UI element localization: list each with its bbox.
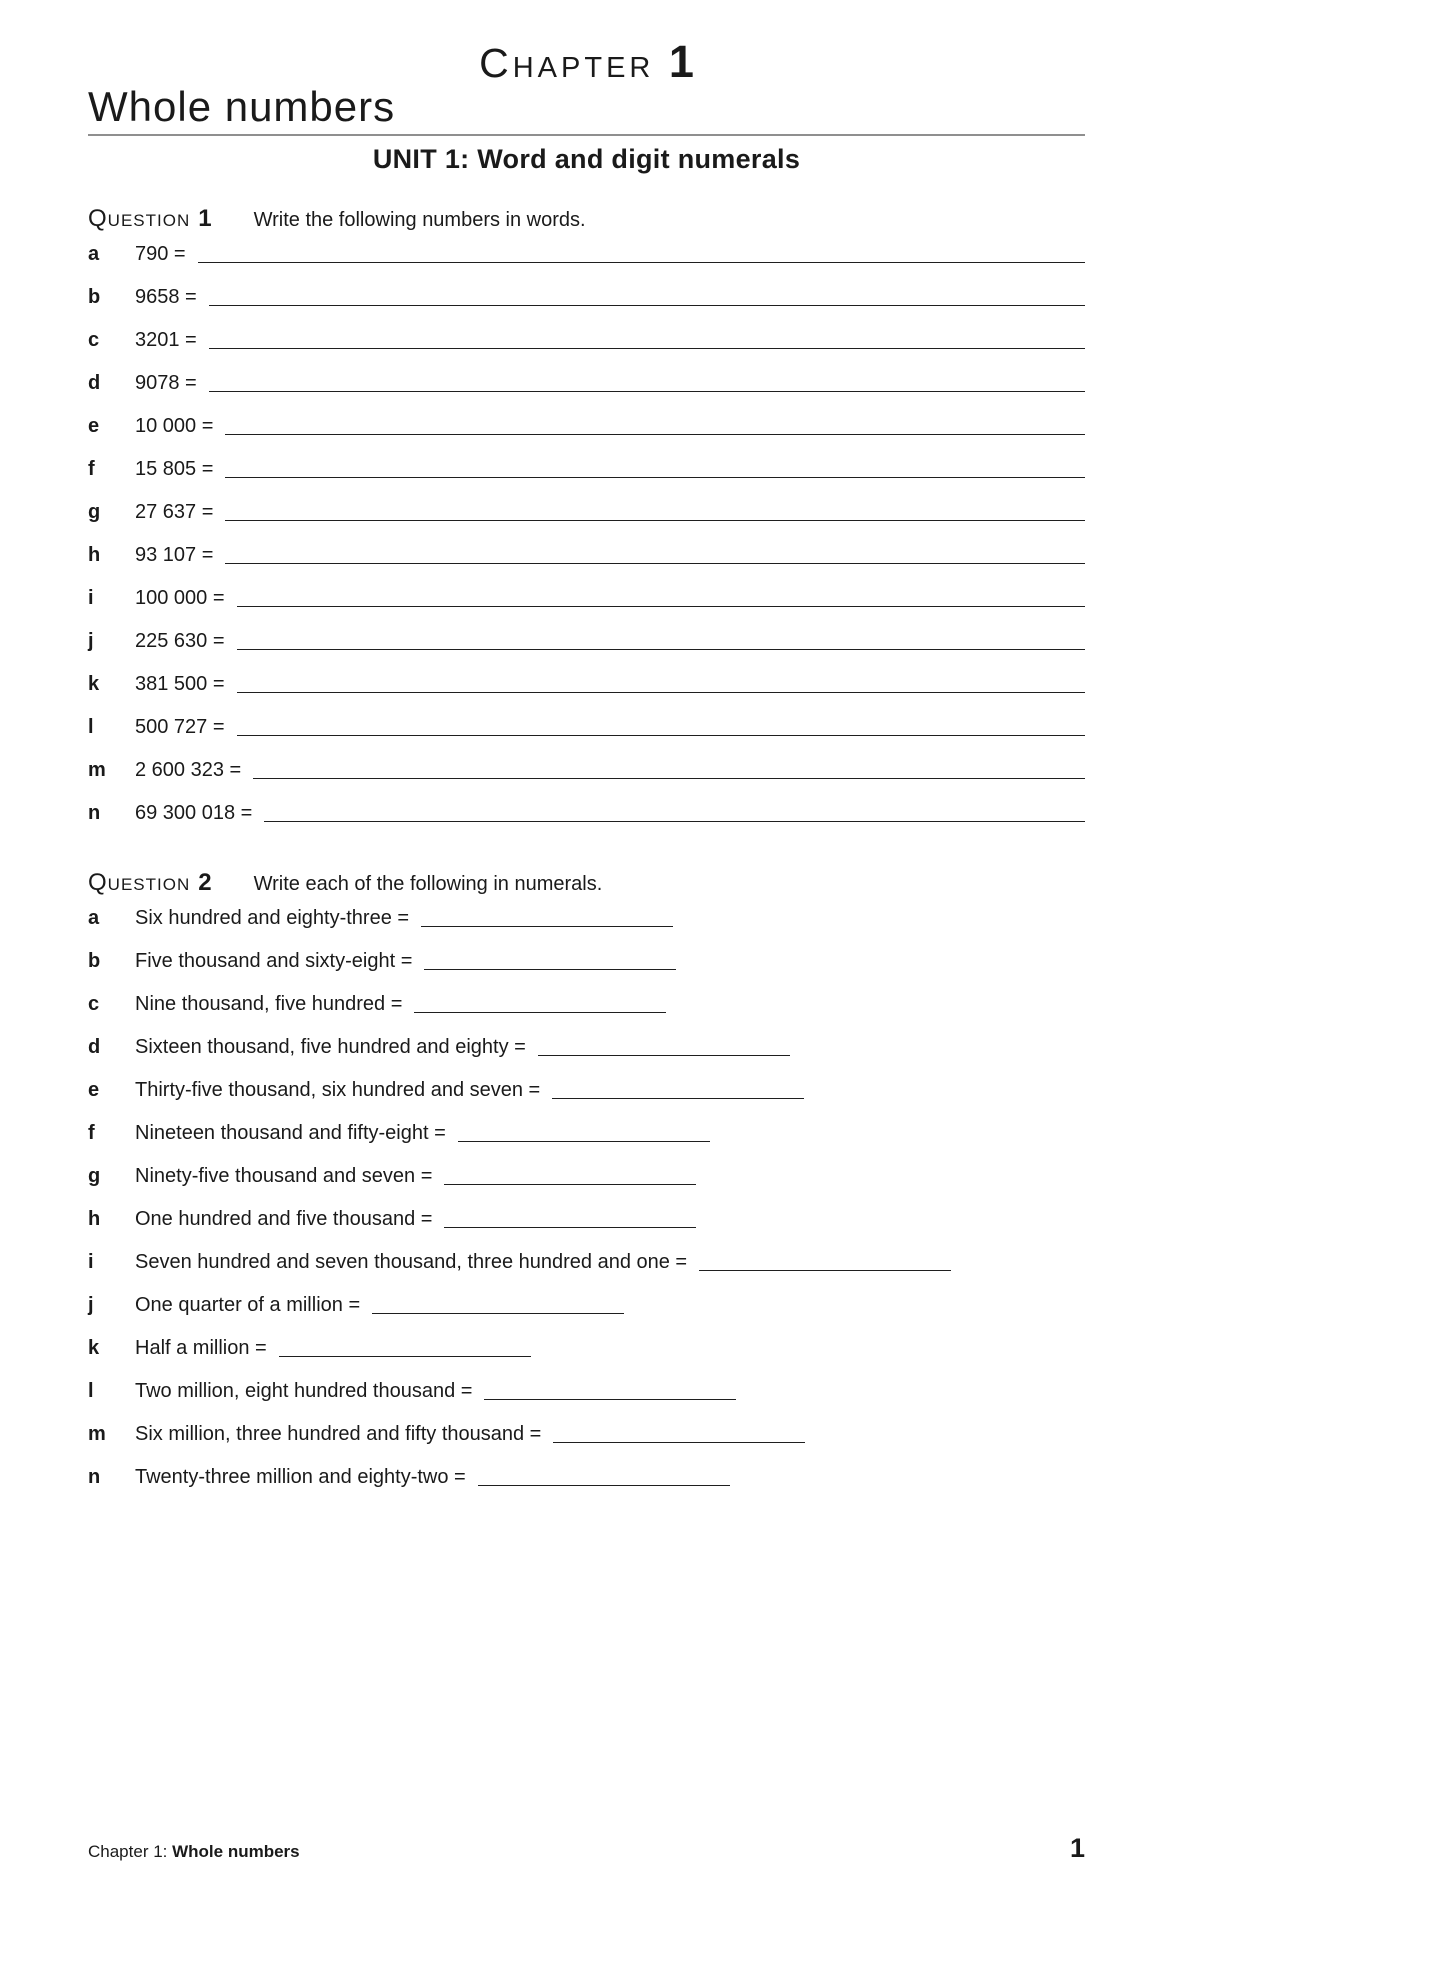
item-letter: k: [88, 1337, 100, 1359]
item-letter: g: [88, 1165, 101, 1187]
item-letter: h: [88, 1208, 101, 1230]
item-text: One hundred and five thousand =: [135, 1208, 433, 1230]
question2-header: [88, 869, 1085, 897]
answer-line: [264, 818, 1085, 822]
item-letter: l: [88, 716, 94, 738]
item-number: 9658 =: [135, 286, 197, 308]
q1-item-row: [88, 372, 1085, 415]
item-text: Two million, eight hundred thousand =: [135, 1380, 473, 1402]
answer-line: [699, 1267, 951, 1271]
q2-item-row: [88, 1423, 1085, 1466]
item-letter: d: [88, 372, 101, 394]
q1-item-row: [88, 243, 1085, 286]
q2-item-row: [88, 1079, 1085, 1122]
answer-line: [421, 923, 673, 927]
item-number: 10 000 =: [135, 415, 214, 437]
answer-line: [225, 517, 1085, 521]
q1-item-row: [88, 716, 1085, 759]
answer-line: [225, 431, 1085, 435]
item-number: 69 300 018 =: [135, 802, 253, 824]
q2-item-row: [88, 1208, 1085, 1251]
question-instruction: Write each of the following in numerals.: [253, 873, 603, 895]
answer-line: [237, 732, 1085, 736]
question-number: 2: [198, 869, 212, 896]
item-text: One quarter of a million =: [135, 1294, 361, 1316]
answer-line: [253, 775, 1085, 779]
answer-line: [279, 1353, 531, 1357]
answer-line: [458, 1138, 710, 1142]
page-content: [88, 36, 1085, 1509]
question-instruction: Write the following numbers in words.: [253, 209, 586, 231]
q1-item-row: [88, 759, 1085, 802]
question-number: 1: [198, 205, 212, 232]
q1-item-row: [88, 286, 1085, 329]
q1-item-row: [88, 630, 1085, 673]
item-letter: j: [88, 630, 94, 652]
chapter-label: Chapter: [479, 40, 655, 86]
item-letter: a: [88, 907, 100, 929]
footer-chapter-ref: [88, 1842, 300, 1862]
page-footer: [88, 1833, 1085, 1864]
answer-line: [478, 1482, 730, 1486]
q2-item-row: [88, 1380, 1085, 1423]
answer-line: [209, 345, 1085, 349]
answer-line: [552, 1095, 804, 1099]
item-text: Sixteen thousand, five hundred and eighty =: [135, 1036, 526, 1058]
q2-item-row: [88, 1036, 1085, 1079]
q2-item-row: [88, 950, 1085, 993]
q1-item-row: [88, 802, 1085, 845]
answer-line: [198, 259, 1085, 263]
page-title: Whole numbers: [88, 83, 396, 130]
q1-item-row: [88, 587, 1085, 630]
answer-line: [414, 1009, 666, 1013]
answer-line: [237, 603, 1085, 607]
item-number: 500 727 =: [135, 716, 225, 738]
chapter-number: 1: [668, 36, 694, 87]
q2-item-list: [88, 907, 1085, 1509]
item-text: Six million, three hundred and fifty thousand =: [135, 1423, 542, 1445]
item-text: Half a million =: [135, 1337, 267, 1359]
q2-item-row: [88, 1337, 1085, 1380]
item-letter: a: [88, 243, 100, 265]
item-number: 93 107 =: [135, 544, 214, 566]
q1-item-row: [88, 329, 1085, 372]
q2-item-row: [88, 1122, 1085, 1165]
q2-item-row: [88, 1165, 1085, 1208]
q1-item-row: [88, 673, 1085, 716]
q1-item-row: [88, 415, 1085, 458]
item-number: 2 600 323 =: [135, 759, 242, 781]
item-text: Nine thousand, five hundred =: [135, 993, 403, 1015]
q1-item-row: [88, 501, 1085, 544]
item-letter: b: [88, 950, 101, 972]
footer-chapter-label: Chapter 1:: [88, 1842, 173, 1861]
question1-header: [88, 205, 1085, 233]
item-letter: m: [88, 1423, 106, 1445]
q2-item-row: [88, 1294, 1085, 1337]
item-text: Twenty-three million and eighty-two =: [135, 1466, 466, 1488]
item-letter: e: [88, 415, 100, 437]
answer-line: [553, 1439, 805, 1443]
q1-item-list: [88, 243, 1085, 845]
item-letter: l: [88, 1380, 94, 1402]
item-text: Seven hundred and seven thousand, three hundred and one =: [135, 1251, 688, 1273]
item-number: 27 637 =: [135, 501, 214, 523]
answer-line: [444, 1181, 696, 1185]
divider-rule: [88, 134, 1085, 136]
item-text: Ninety-five thousand and seven =: [135, 1165, 433, 1187]
unit-title: UNIT 1: Word and digit numerals: [372, 144, 801, 174]
item-letter: f: [88, 1122, 95, 1144]
q1-item-row: [88, 544, 1085, 587]
answer-line: [237, 689, 1085, 693]
item-letter: e: [88, 1079, 100, 1101]
answer-line: [424, 966, 676, 970]
item-letter: b: [88, 286, 101, 308]
item-number: 100 000 =: [135, 587, 225, 609]
item-number: 790 =: [135, 243, 186, 265]
item-letter: h: [88, 544, 101, 566]
item-letter: c: [88, 993, 100, 1015]
item-letter: n: [88, 1466, 101, 1488]
item-number: 15 805 =: [135, 458, 214, 480]
item-letter: k: [88, 673, 100, 695]
q2-item-row: [88, 993, 1085, 1036]
footer-chapter-title: Whole numbers: [172, 1842, 300, 1861]
item-letter: j: [88, 1294, 94, 1316]
footer-page-number: 1: [1069, 1833, 1085, 1863]
question-label: Question: [88, 205, 191, 232]
item-letter: g: [88, 501, 101, 523]
item-letter: n: [88, 802, 101, 824]
item-letter: m: [88, 759, 106, 781]
item-letter: d: [88, 1036, 101, 1058]
item-letter: f: [88, 458, 95, 480]
item-letter: i: [88, 1251, 94, 1273]
q2-item-row: [88, 1251, 1085, 1294]
answer-line: [225, 474, 1085, 478]
item-letter: c: [88, 329, 100, 351]
item-number: 3201 =: [135, 329, 197, 351]
answer-line: [444, 1224, 696, 1228]
question-label: Question: [88, 869, 191, 896]
q2-item-row: [88, 1466, 1085, 1509]
item-number: 9078 =: [135, 372, 197, 394]
q1-item-row: [88, 458, 1085, 501]
item-text: Thirty-five thousand, six hundred and seven =: [135, 1079, 541, 1101]
chapter-heading: [88, 36, 1085, 88]
answer-line: [237, 646, 1085, 650]
item-text: Six hundred and eighty-three =: [135, 907, 410, 929]
q2-item-row: [88, 907, 1085, 950]
answer-line: [538, 1052, 790, 1056]
item-text: Five thousand and sixty-eight =: [135, 950, 413, 972]
answer-line: [209, 302, 1085, 306]
item-number: 225 630 =: [135, 630, 225, 652]
item-letter: i: [88, 587, 94, 609]
answer-line: [484, 1396, 736, 1400]
answer-line: [209, 388, 1085, 392]
answer-line: [225, 560, 1085, 564]
answer-line: [372, 1310, 624, 1314]
item-text: Nineteen thousand and fifty-eight =: [135, 1122, 446, 1144]
item-number: 381 500 =: [135, 673, 225, 695]
